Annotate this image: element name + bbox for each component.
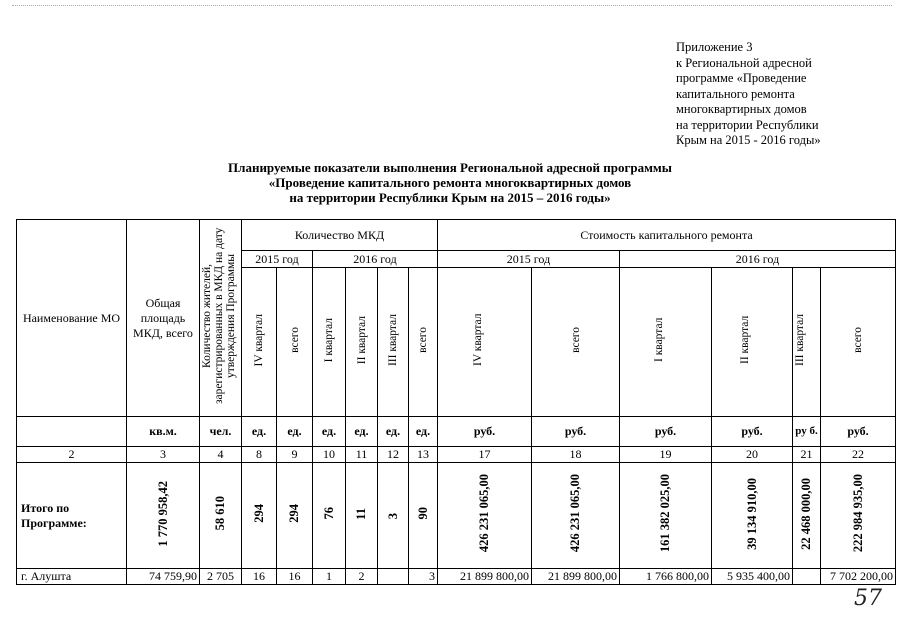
total-cost-q4-2015: 426 231 065,00 — [438, 463, 532, 569]
col-number: 9 — [277, 447, 313, 463]
units-cell: ед. — [277, 417, 313, 447]
indicators-table — [16, 219, 896, 585]
total-label: Итого по Программе: — [17, 463, 127, 569]
col-number: 18 — [532, 447, 620, 463]
row-cost-q1-2016: 1 766 800,00 — [620, 569, 712, 585]
row-mkd-total-2015: 16 — [277, 569, 313, 585]
units-cell: ед. — [409, 417, 438, 447]
row-cost-total-2015: 21 899 800,00 — [532, 569, 620, 585]
header-cost-total-2015: всего — [532, 268, 620, 417]
units-cell: руб. — [620, 417, 712, 447]
row-cost-total-2016: 7 702 200,00 — [821, 569, 896, 585]
header-residents — [200, 220, 242, 417]
header-mkd-count: Количество МКД — [242, 220, 438, 251]
col-number: 11 — [346, 447, 378, 463]
header-mkd-q1-2016: I квартал — [313, 268, 346, 417]
total-mkd-q4-2015: 294 — [242, 463, 277, 569]
total-cost-q3-2016: 22 468 000,00 — [793, 463, 821, 569]
header-cost-2016: 2016 год — [620, 251, 896, 268]
units-cell: чел. — [200, 417, 242, 447]
col-number: 3 — [127, 447, 200, 463]
annex-line: Приложение 3 — [676, 40, 753, 54]
total-cost-total-2015: 426 231 065,00 — [532, 463, 620, 569]
header-mkd-q3-2016: III квартал — [378, 268, 409, 417]
annex-note — [676, 40, 896, 149]
header-mkd-total-2015: всего — [277, 268, 313, 417]
units-cell: руб. — [532, 417, 620, 447]
annex-line: к Региональной адресной — [676, 55, 812, 70]
document-title — [160, 160, 740, 205]
units-cell: ру б. — [793, 417, 821, 447]
col-number: 12 — [378, 447, 409, 463]
total-cost-q2-2016: 39 134 910,00 — [712, 463, 793, 569]
units-cell: ед. — [378, 417, 409, 447]
header-cost-2015: 2015 год — [438, 251, 620, 268]
row-mkd-q4-2015: 16 — [242, 569, 277, 585]
total-mkd-total-2016: 90 — [409, 463, 438, 569]
annex-line: программе «Проведение — [676, 71, 807, 85]
total-mkd-q3-2016: 3 — [378, 463, 409, 569]
col-number: 8 — [242, 447, 277, 463]
col-number: 20 — [712, 447, 793, 463]
header-cost-q2-2016: II квартал — [712, 268, 793, 417]
row-cost-q2-2016: 5 935 400,00 — [712, 569, 793, 585]
units-cell: руб. — [712, 417, 793, 447]
header-area: Общая площадь МКД, всего — [127, 220, 200, 417]
units-cell: руб. — [438, 417, 532, 447]
total-row — [17, 463, 896, 569]
units-cell: ед. — [346, 417, 378, 447]
annex-line: капитального ремонта — [676, 86, 795, 101]
total-residents: 58 610 — [200, 463, 242, 569]
col-number: 17 — [438, 447, 532, 463]
header-mkd-2015: 2015 год — [242, 251, 313, 268]
row-cost-q4-2015: 21 899 800,00 — [438, 569, 532, 585]
units-cell: ед. — [313, 417, 346, 447]
header-cost-q4-2015: IV квартал — [438, 268, 532, 417]
col-number: 13 — [409, 447, 438, 463]
units-row — [17, 417, 896, 447]
col-number: 10 — [313, 447, 346, 463]
annex-line: Крым на 2015 - 2016 годы» — [676, 133, 821, 147]
col-number: 22 — [821, 447, 896, 463]
header-residents-text: Количество жителей, зарегистрированных в МКД на дату утверждения Программы — [200, 227, 237, 405]
header-mkd-q4-2015: IV квартал — [242, 268, 277, 417]
row-mkd-q2-2016: 2 — [346, 569, 378, 585]
header-cost-q3-2016: III квартал — [793, 268, 821, 417]
units-cell — [17, 417, 127, 447]
units-cell: кв.м. — [127, 417, 200, 447]
header-mkd-total-2016: всего — [409, 268, 438, 417]
total-mkd-q2-2016: 11 — [346, 463, 378, 569]
page-number: 57 — [854, 586, 882, 611]
header-repair-cost: Стоимость капитального ремонта — [438, 220, 896, 251]
row-mkd-total-2016: 3 — [409, 569, 438, 585]
total-area: 1 770 958,42 — [127, 463, 200, 569]
row-cost-q3-2016 — [793, 569, 821, 585]
col-number: 19 — [620, 447, 712, 463]
header-name: Наименование МО — [17, 220, 127, 417]
header-mkd-2016: 2016 год — [313, 251, 438, 268]
header-cost-q1-2016: I квартал — [620, 268, 712, 417]
col-number: 2 — [17, 447, 127, 463]
row-area: 74 759,90 — [127, 569, 200, 585]
title-line: «Проведение капитального ремонта многоквартирных домов — [268, 175, 632, 190]
units-cell: руб. — [821, 417, 896, 447]
units-cell: ед. — [242, 417, 277, 447]
row-mkd-q1-2016: 1 — [313, 569, 346, 585]
total-mkd-total-2015: 294 — [277, 463, 313, 569]
column-numbers-row — [17, 447, 896, 463]
header-mkd-q2-2016: II квартал — [346, 268, 378, 417]
title-line: Планируемые показатели выполнения Региональной адресной программы — [228, 160, 672, 175]
annex-line: на территории Республики — [676, 117, 819, 132]
scan-edge-line — [12, 5, 892, 6]
header-row-1 — [17, 220, 896, 251]
header-cost-total-2016: всего — [821, 268, 896, 417]
total-cost-q1-2016: 161 382 025,00 — [620, 463, 712, 569]
row-mkd-q3-2016 — [378, 569, 409, 585]
title-line: на территории Республики Крым на 2015 – 2016 годы» — [289, 190, 611, 205]
annex-line: многоквартирных домов — [676, 102, 807, 116]
table-row — [17, 569, 896, 585]
row-name: г. Алушта — [17, 569, 127, 585]
col-number: 21 — [793, 447, 821, 463]
row-residents: 2 705 — [200, 569, 242, 585]
total-cost-total-2016: 222 984 935,00 — [821, 463, 896, 569]
col-number: 4 — [200, 447, 242, 463]
total-mkd-q1-2016: 76 — [313, 463, 346, 569]
